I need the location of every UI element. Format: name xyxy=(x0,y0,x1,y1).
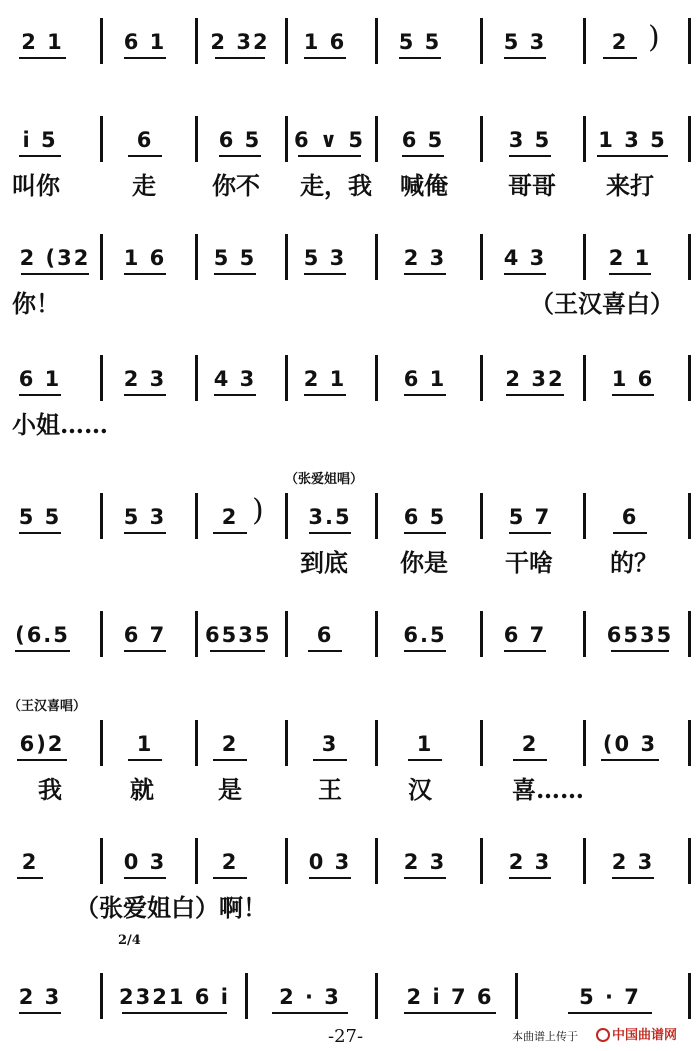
barline xyxy=(285,116,288,162)
barline xyxy=(100,116,103,162)
notation-cell: 6535 xyxy=(605,623,675,647)
lyric: 汉 xyxy=(408,775,432,804)
notation-cell: 6 1 xyxy=(400,367,450,391)
barline xyxy=(480,116,483,162)
notation-cell: 3.5 xyxy=(305,505,355,529)
notation-cell: 5 3 xyxy=(300,246,350,270)
lyric: 走，我 xyxy=(300,171,372,200)
barline xyxy=(375,355,378,401)
notation-cell: 5 5 xyxy=(395,30,445,54)
notation-cell: i 5 xyxy=(15,128,65,152)
notation-cell: 2 xyxy=(510,732,550,756)
paren: ) xyxy=(648,20,660,55)
barline xyxy=(688,18,691,64)
notation-cell: 6 1 xyxy=(15,367,65,391)
lyric: 你是 xyxy=(400,548,448,577)
notation-cell: 2321 6 i xyxy=(112,985,237,1009)
notation-cell: 1 3 5 xyxy=(590,128,675,152)
barline xyxy=(285,18,288,64)
barline xyxy=(195,838,198,884)
barline xyxy=(375,973,378,1019)
notation-cell: 2 xyxy=(210,850,250,874)
barline xyxy=(480,838,483,884)
barline xyxy=(583,18,586,64)
notation-cell: 5 3 xyxy=(120,505,170,529)
barline xyxy=(375,838,378,884)
barline xyxy=(583,116,586,162)
notation-cell: (0 3 xyxy=(595,732,665,756)
notation-cell: 1 6 xyxy=(608,367,658,391)
notation-cell: 2 i 7 6 xyxy=(395,985,505,1009)
barline xyxy=(285,611,288,657)
notation-cell: 2 3 xyxy=(608,850,658,874)
notation-cell: 2 xyxy=(600,30,640,54)
lyric: 走 xyxy=(132,171,156,200)
notation-cell: 6 5 xyxy=(400,505,450,529)
notation-cell: 5 7 xyxy=(505,505,555,529)
barline xyxy=(480,234,483,280)
notation-cell: 4 3 xyxy=(210,367,260,391)
barline xyxy=(375,720,378,766)
barline xyxy=(195,720,198,766)
notation-cell: 3 5 xyxy=(505,128,555,152)
lyric: （王汉喜白） xyxy=(530,289,674,318)
barline xyxy=(480,493,483,539)
barline xyxy=(515,973,518,1019)
notation-cell: 6 7 xyxy=(500,623,550,647)
lyric: （张爱姐白）啊！ xyxy=(75,893,267,922)
notation-cell: 4 3 xyxy=(500,246,550,270)
lyric: 是 xyxy=(218,775,242,804)
barline xyxy=(583,838,586,884)
barline xyxy=(375,116,378,162)
lyric: 的？ xyxy=(610,548,658,577)
notation-cell: 6 7 xyxy=(120,623,170,647)
notation-cell: (6.5 xyxy=(10,623,75,647)
notation-cell: 1 xyxy=(125,732,165,756)
barline xyxy=(583,493,586,539)
notation-cell: 2 32 xyxy=(210,30,270,54)
barline xyxy=(480,611,483,657)
notation-cell: 0 3 xyxy=(305,850,355,874)
performance-note: 2/4 xyxy=(118,933,141,948)
lyric: 来打 xyxy=(606,171,654,200)
barline xyxy=(688,720,691,766)
barline xyxy=(480,720,483,766)
notation-cell: 1 xyxy=(405,732,445,756)
notation-cell: 5 3 xyxy=(500,30,550,54)
barline xyxy=(285,720,288,766)
barline xyxy=(583,611,586,657)
barline xyxy=(195,493,198,539)
barline xyxy=(100,18,103,64)
barline xyxy=(100,973,103,1019)
barline xyxy=(583,355,586,401)
lyric: 到底 xyxy=(300,548,348,577)
notation-cell: 6 1 xyxy=(120,30,170,54)
barline xyxy=(375,611,378,657)
paren: ) xyxy=(252,493,264,528)
lyric: 小姐…… xyxy=(12,410,108,439)
notation-cell: 0 3 xyxy=(120,850,170,874)
barline xyxy=(100,611,103,657)
lyric: 你！ xyxy=(12,289,60,318)
barline xyxy=(100,234,103,280)
notation-cell: 6 5 xyxy=(398,128,448,152)
lyric: 哥哥 xyxy=(508,171,556,200)
notation-cell: 2 · 3 xyxy=(265,985,355,1009)
notation-cell: 2 3 xyxy=(15,985,65,1009)
notation-cell: 6.5 xyxy=(400,623,450,647)
barline xyxy=(583,234,586,280)
barline xyxy=(285,493,288,539)
barline xyxy=(100,355,103,401)
barline xyxy=(480,355,483,401)
lyric: 喊俺 xyxy=(400,171,448,200)
barline xyxy=(688,355,691,401)
notation-cell: 6 xyxy=(125,128,165,152)
barline xyxy=(688,116,691,162)
barline xyxy=(100,838,103,884)
barline xyxy=(245,973,248,1019)
logo-text: 中国曲谱网 xyxy=(612,1028,678,1043)
barline xyxy=(375,234,378,280)
lyric: 我 xyxy=(38,775,62,804)
barline xyxy=(195,355,198,401)
lyric: 你不 xyxy=(212,171,260,200)
notation-cell: 6)2 xyxy=(12,732,72,756)
site-logo[interactable] xyxy=(596,1024,677,1043)
notation-cell: 6 5 xyxy=(215,128,265,152)
notation-cell: 2 32 xyxy=(500,367,570,391)
performance-note: （王汉喜唱） xyxy=(8,699,87,714)
upload-credit: 本曲谱上传于 xyxy=(512,1030,578,1043)
barline xyxy=(583,720,586,766)
notation-cell: 2 (32 xyxy=(15,246,95,270)
barline xyxy=(375,493,378,539)
barline xyxy=(688,973,691,1019)
notation-cell: 2 xyxy=(210,505,250,529)
barline xyxy=(688,234,691,280)
notation-cell: 6535 xyxy=(205,623,270,647)
notation-cell: 1 6 xyxy=(300,30,350,54)
barline xyxy=(285,838,288,884)
notation-cell: 6 ∨ 5 xyxy=(292,128,367,152)
barline xyxy=(688,611,691,657)
notation-cell: 5 · 7 xyxy=(560,985,660,1009)
notation-cell: 5 5 xyxy=(15,505,65,529)
barline xyxy=(100,720,103,766)
notation-cell: 6 xyxy=(305,623,345,647)
notation-cell: 2 xyxy=(210,732,250,756)
barline xyxy=(688,493,691,539)
notation-cell: 2 1 xyxy=(605,246,655,270)
lyric: 王 xyxy=(318,775,342,804)
barline xyxy=(195,116,198,162)
lyric: 叫你 xyxy=(12,171,60,200)
notation-cell: 2 3 xyxy=(400,850,450,874)
notation-cell: 3 xyxy=(310,732,350,756)
barline xyxy=(285,355,288,401)
page-number: -27- xyxy=(328,1026,364,1047)
barline xyxy=(195,611,198,657)
lyric: 喜…… xyxy=(512,775,584,804)
barline xyxy=(375,18,378,64)
barline xyxy=(195,234,198,280)
barline xyxy=(480,18,483,64)
barline xyxy=(688,838,691,884)
notation-cell: 5 5 xyxy=(210,246,260,270)
notation-cell: 1 6 xyxy=(120,246,170,270)
barline xyxy=(285,234,288,280)
logo-icon xyxy=(596,1028,610,1042)
notation-cell: 2 3 xyxy=(400,246,450,270)
notation-cell: 2 xyxy=(15,850,45,874)
lyric: 干啥 xyxy=(505,548,553,577)
notation-cell: 2 1 xyxy=(300,367,350,391)
notation-cell: 2 1 xyxy=(15,30,70,54)
performance-note: （张爱姐唱） xyxy=(285,472,364,487)
barline xyxy=(100,493,103,539)
lyric: 就 xyxy=(130,775,154,804)
notation-cell: 2 3 xyxy=(505,850,555,874)
notation-cell: 2 3 xyxy=(120,367,170,391)
notation-cell: 6 xyxy=(610,505,650,529)
barline xyxy=(195,18,198,64)
